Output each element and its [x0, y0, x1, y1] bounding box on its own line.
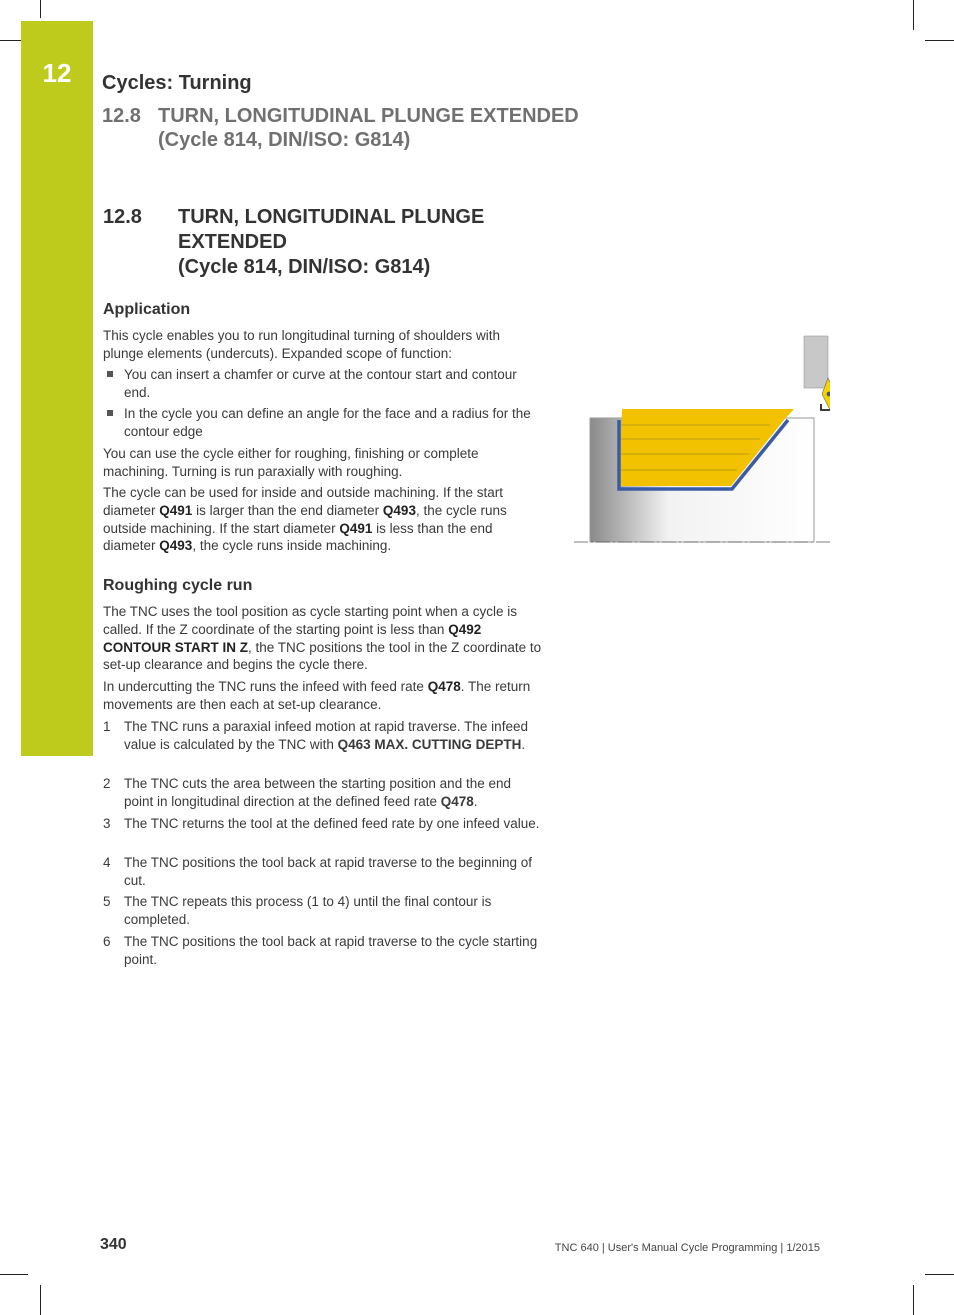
- chapter-tab: [21, 21, 93, 756]
- running-header-section: [102, 104, 579, 152]
- application-para2: You can use the cycle either for roughing, finishing or complete machining. Turning is run paraxially with roughing.: [103, 446, 479, 479]
- crop-mark: [925, 1274, 954, 1275]
- bullet-text: In the cycle you can define an angle for the face and a radius for the contour edge: [124, 406, 531, 439]
- parameter-ref: Q491: [159, 502, 193, 518]
- parameter-ref: Q493: [159, 538, 193, 554]
- running-header-section-line1: TURN, LONGITUDINAL PLUNGE EXTENDED: [158, 105, 579, 127]
- roughing-title: Roughing cycle run: [103, 577, 253, 594]
- crop-mark: [0, 1274, 28, 1275]
- parameter-ref: Q478: [427, 679, 461, 694]
- crop-mark: [0, 40, 22, 41]
- list-item: 1 The TNC runs a paraxial infeed motion at rapid traverse. The infeed value is calculated by the TNC with Q463 MAX. CUTTING DEPTH.: [103, 719, 528, 752]
- parameter-ref: Q491: [339, 520, 373, 536]
- page-number: 340: [100, 1236, 127, 1253]
- list-item: 4 The TNC positions the tool back at rapid traverse to the beginning of cut.: [103, 855, 532, 888]
- crop-mark: [40, 1285, 41, 1315]
- crop-mark: [40, 0, 41, 18]
- list-item: 3 The TNC returns the tool at the defined feed rate by one infeed value.: [103, 816, 540, 831]
- chapter-number: 12: [42, 58, 72, 88]
- crop-mark: [913, 1285, 914, 1315]
- application-intro: This cycle enables you to run longitudinal turning of shoulders with plunge elements (undercuts). Expanded scope of function:: [103, 328, 500, 361]
- application-para3: The cycle can be used for inside and outside machining. If the start diameter Q491 is larger than the end diameter Q493, the cycle runs outside machining. If the start diameter Q491 is less than the end diameter Q493, the cycle runs inside machining.: [103, 485, 507, 554]
- section-heading-line3: (Cycle 814, DIN/ISO: G814): [178, 256, 431, 278]
- section-heading: [103, 205, 538, 280]
- application-title: Application: [103, 301, 191, 318]
- list-item: 6 The TNC positions the tool back at rapid traverse to the cycle starting point.: [103, 934, 538, 967]
- crop-mark: [913, 0, 914, 30]
- turning-tool-icon: [804, 336, 830, 410]
- roughing-para1: The TNC uses the tool position as cycle starting point when a cycle is called. If the Z coordinate of the starting point is less than Q492 CONTOUR START IN Z, the TNC positions the tool in the Z coordinate to set-up clearance and begins the cycle there.: [103, 604, 542, 673]
- parameter-ref: Q478: [440, 793, 474, 809]
- page-footer: TNC 640 | User's Manual Cycle Programming | 1/2015: [554, 1242, 820, 1254]
- parameter-ref: Q463 MAX. CUTTING DEPTH: [337, 736, 522, 752]
- running-header-section-line2: (Cycle 814, DIN/ISO: G814): [158, 129, 411, 151]
- turning-cycle-illustration: [574, 334, 830, 548]
- bullet-square-icon: [107, 410, 113, 416]
- crop-mark: [925, 40, 954, 41]
- parameter-ref: Q493: [382, 502, 416, 518]
- section-heading-line2: EXTENDED: [178, 231, 287, 253]
- running-header-chapter: Cycles: Turning: [102, 72, 252, 94]
- running-header-section-number: 12.8: [102, 105, 141, 127]
- list-item: 5 The TNC repeats this process (1 to 4) until the final contour is completed.: [103, 894, 492, 927]
- parameter-ref: Q492 CONTOUR START IN Z: [103, 621, 482, 655]
- list-item: 2 The TNC cuts the area between the starting position and the end point in longitudinal direction at the defined feed rate Q478.: [103, 776, 511, 809]
- section-heading-number: 12.8: [103, 206, 142, 228]
- section-heading-line1: TURN, LONGITUDINAL PLUNGE: [178, 206, 485, 228]
- roughing-para2: In undercutting the TNC runs the infeed with feed rate Q478. The return movements are then each at set-up clearance.: [103, 679, 531, 712]
- list-item: [103, 405, 543, 441]
- list-item: [103, 366, 543, 402]
- bullet-square-icon: [107, 371, 113, 377]
- bullet-text: You can insert a chamfer or curve at the contour start and contour end.: [124, 367, 517, 400]
